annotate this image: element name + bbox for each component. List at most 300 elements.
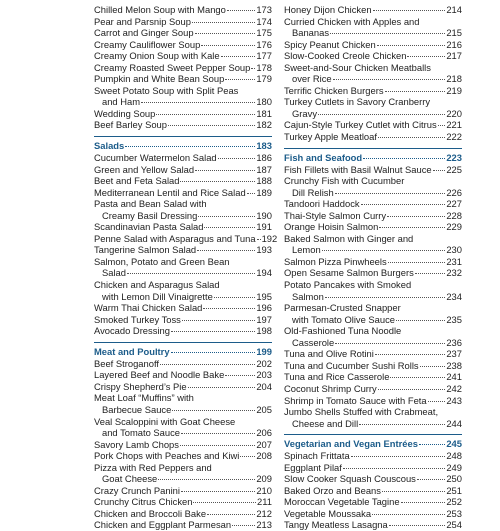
- page-number: 188: [256, 175, 272, 187]
- toc-entry: [94, 404, 272, 416]
- page-number: 238: [446, 359, 462, 371]
- page-number: 190: [256, 209, 272, 221]
- toc-entry-line: Sweet-and-Sour Chicken Meatballs: [284, 61, 431, 73]
- entry-title: Tandoori Haddock: [284, 198, 360, 210]
- dot-leader: [198, 216, 255, 217]
- page-number: 209: [256, 473, 272, 485]
- entry-title: Spicy Peanut Chicken: [284, 38, 376, 50]
- dot-leader: [389, 525, 446, 526]
- page-number: 253: [446, 507, 462, 519]
- toc-entry: [94, 302, 272, 314]
- toc-entry: [284, 4, 462, 16]
- dot-leader: [203, 308, 255, 309]
- section-heading: [94, 342, 272, 358]
- toc-entry: [284, 187, 462, 199]
- entry-title: Scandinavian Pasta Salad: [94, 221, 204, 233]
- toc-entry: [284, 221, 462, 233]
- page-number: 178: [256, 61, 272, 73]
- page-number: 245: [446, 438, 462, 450]
- toc-entry: [284, 291, 462, 303]
- toc-entry: [284, 131, 462, 143]
- page-number: 242: [446, 382, 462, 394]
- dot-leader: [171, 352, 256, 353]
- dot-leader: [171, 331, 255, 332]
- page-number: 218: [446, 73, 462, 85]
- entry-title: Creamy Cauliflower Soup: [94, 38, 201, 50]
- entry-title: Avocado Dressing: [94, 325, 170, 337]
- dot-leader: [333, 79, 446, 80]
- dot-leader: [325, 297, 446, 298]
- entry-title: Fish Fillets with Basil Walnut Sauce: [284, 163, 432, 175]
- page-number: 217: [446, 50, 462, 62]
- page-number: 174: [256, 15, 272, 27]
- dot-leader: [438, 125, 446, 126]
- page-number: 232: [446, 267, 462, 279]
- entry-title: Baked Orzo and Beans: [284, 484, 381, 496]
- entry-title: Chicken and Broccoli Bake: [94, 507, 207, 519]
- page-number: 194: [256, 267, 272, 279]
- entry-title: Tangerine Salmon Salad: [94, 244, 197, 256]
- page-number: 220: [446, 107, 462, 119]
- toc-entry: [284, 496, 462, 508]
- page-number: 254: [446, 519, 462, 531]
- entry-title: Vegetable Moussaka: [284, 507, 372, 519]
- entry-title: Honey Dijon Chicken: [284, 4, 372, 15]
- dot-leader: [359, 424, 445, 425]
- entry-title: Tuna and Rice Casserole: [284, 371, 390, 383]
- page-number: 243: [446, 394, 462, 406]
- entry-title: Green and Yellow Salad: [94, 163, 195, 175]
- entry-title: Crazy Crunch Panini: [94, 484, 180, 496]
- toc-entry: [94, 175, 272, 187]
- page-number: 189: [256, 186, 272, 198]
- page-number: 228: [446, 209, 462, 221]
- toc-entry: [94, 450, 272, 462]
- entry-title: Creamy Basil Dressing: [102, 209, 198, 221]
- page-number: 231: [446, 255, 462, 267]
- page-number: 193: [256, 244, 272, 256]
- page-number: 203: [256, 369, 272, 381]
- section-heading: [284, 434, 462, 450]
- toc-entry: [284, 108, 462, 120]
- page-number: 202: [256, 357, 272, 369]
- dot-leader: [182, 320, 256, 321]
- dot-leader: [127, 273, 255, 274]
- toc-entry-line: Parmesan-Crusted Snapper: [284, 302, 401, 314]
- page-number: 173: [256, 4, 272, 15]
- toc-entry-line: Curried Chicken with Apples and: [284, 15, 420, 27]
- dot-leader: [377, 45, 446, 46]
- toc-entry: [284, 267, 462, 279]
- entry-title: Layered Beef and Noodle Bake: [94, 369, 225, 381]
- page-number: 175: [256, 27, 272, 39]
- dot-leader: [343, 468, 445, 469]
- entry-title: Cucumber Watermelon Salad: [94, 152, 217, 164]
- toc-entry-line: Jumbo Shells Stuffed with Crabmeat,: [284, 406, 439, 418]
- dot-leader: [188, 387, 256, 388]
- entry-title: Eggplant Pilaf: [284, 461, 342, 473]
- toc-entry: [284, 50, 462, 62]
- dot-leader: [225, 375, 255, 376]
- entry-title: Meat and Poultry: [94, 345, 170, 357]
- entry-title: Casserole: [292, 336, 335, 348]
- section-title-row: [284, 152, 462, 164]
- page-number: 227: [446, 198, 462, 210]
- entry-title: Beef Barley Soup: [94, 119, 167, 131]
- entry-title: Open Sesame Salmon Burgers: [284, 267, 414, 279]
- entry-title: with Tomato Olive Sauce: [292, 313, 395, 325]
- toc-entry: [284, 519, 462, 531]
- entry-title: Creamy Onion Soup with Kale: [94, 50, 220, 62]
- page-number: 180: [256, 96, 272, 108]
- toc-entry: [284, 164, 462, 176]
- toc-entry: [94, 519, 272, 531]
- dot-leader: [419, 444, 445, 445]
- page-number: 230: [446, 244, 462, 256]
- page-number: 216: [446, 38, 462, 50]
- dot-leader: [232, 525, 255, 526]
- entry-title: Salmon Pizza Pinwheels: [284, 255, 387, 267]
- toc-entry-line: Pasta and Bean Salad with: [94, 198, 207, 210]
- dot-leader: [257, 239, 261, 240]
- dot-leader: [180, 181, 255, 182]
- entry-title: Terrific Chicken Burgers: [284, 84, 384, 96]
- dot-leader: [385, 91, 446, 92]
- entry-title: Thai-Style Salmon Curry: [284, 209, 387, 221]
- page-number: 196: [256, 302, 272, 314]
- page-number: 206: [256, 427, 272, 439]
- toc-entry: [284, 73, 462, 85]
- toc-entry-line: Baked Salmon with Ginger and: [284, 232, 414, 244]
- entry-title: Cajun-Style Turkey Cutlet with Citrus: [284, 119, 437, 131]
- page-number: 197: [256, 313, 272, 325]
- dot-leader: [125, 146, 255, 147]
- section-title-row: [94, 140, 272, 152]
- entry-title: Warm Thai Chicken Salad: [94, 302, 203, 314]
- page-number: 195: [256, 290, 272, 302]
- page-number: 211: [257, 496, 272, 508]
- entry-title: Salad: [102, 267, 126, 279]
- entry-title: Shrimp in Tomato Sauce with Feta: [284, 394, 427, 406]
- dot-leader: [428, 401, 446, 402]
- toc-entry: [284, 210, 462, 222]
- dot-leader: [396, 320, 445, 321]
- dot-leader: [363, 158, 445, 159]
- entry-title: Pumpkin and White Bean Soup: [94, 73, 225, 85]
- entry-title: Carrot and Ginger Soup: [94, 27, 194, 39]
- dot-leader: [378, 389, 446, 390]
- dot-leader: [197, 250, 255, 251]
- toc-entry: [284, 418, 462, 430]
- entry-title: Slow Cooker Squash Couscous: [284, 473, 416, 485]
- page-number: 186: [256, 152, 272, 164]
- entry-title: Chilled Melon Soup with Mango: [94, 4, 226, 15]
- toc-entry: [94, 221, 272, 233]
- page-number: 191: [256, 221, 272, 233]
- entry-title: Goat Cheese: [102, 473, 158, 485]
- page-number: 244: [446, 417, 462, 429]
- toc-entry: [94, 427, 272, 439]
- dot-leader: [420, 366, 446, 367]
- toc-entry: [284, 508, 462, 520]
- entry-title: Pork Chops with Peaches and Kiwi: [94, 450, 240, 462]
- toc-entry: [94, 16, 272, 28]
- page-number: 215: [446, 27, 462, 39]
- dot-leader: [372, 514, 445, 515]
- toc-entry: [284, 314, 462, 326]
- page-number: 222: [446, 131, 462, 143]
- dot-leader: [407, 56, 445, 57]
- entry-title: Tuna and Cucumber Sushi Rolls: [284, 359, 419, 371]
- toc-entry: [94, 381, 272, 393]
- entry-title: Cheese and Dill: [292, 417, 359, 429]
- dot-leader: [227, 10, 255, 11]
- toc-entry: [284, 395, 462, 407]
- page-number: 204: [256, 380, 272, 392]
- dot-leader: [335, 193, 446, 194]
- toc-entry: [94, 508, 272, 520]
- toc-entry: [94, 485, 272, 497]
- entry-title: Barbecue Sauce: [102, 403, 172, 415]
- toc-entry-line: Turkey Cutlets in Savory Cranberry: [284, 96, 431, 108]
- page-number: 212: [256, 507, 272, 519]
- entry-title: Beet and Feta Salad: [94, 175, 180, 187]
- page-number: 248: [446, 450, 462, 462]
- entry-title: Turkey Apple Meatloaf: [284, 131, 377, 143]
- entry-title: Salmon: [292, 290, 324, 302]
- dot-leader: [141, 102, 255, 103]
- toc-entry-line: Sweet Potato Soup with Split Peas: [94, 84, 239, 96]
- dot-leader: [180, 445, 255, 446]
- entry-title: Moroccan Vegetable Tagine: [284, 496, 400, 508]
- toc-column-left: [94, 4, 278, 531]
- page-number: 251: [446, 484, 462, 496]
- entry-title: with Lemon Dill Vinaigrette: [102, 290, 213, 302]
- dot-leader: [193, 502, 256, 503]
- entry-title: Fish and Seafood: [284, 151, 363, 163]
- entry-title: Penne Salad with Asparagus and Tuna: [94, 232, 256, 244]
- toc-entry: [94, 291, 272, 303]
- dot-leader: [388, 262, 446, 263]
- toc-entry: [284, 485, 462, 497]
- toc-entry: [284, 462, 462, 474]
- dot-leader: [195, 170, 255, 171]
- section-title-row: [94, 346, 272, 358]
- entry-title: Tangy Meatless Lasagna: [284, 519, 388, 531]
- page-number: 181: [256, 107, 272, 119]
- page-number: 176: [256, 38, 272, 50]
- dot-leader: [225, 79, 255, 80]
- toc-entry: [94, 314, 272, 326]
- toc-entry-line: Chicken and Asparagus Salad: [94, 279, 220, 291]
- toc-column-right: [284, 4, 462, 531]
- dot-leader: [415, 273, 446, 274]
- page-number: 229: [446, 221, 462, 233]
- page-number: 213: [256, 519, 272, 531]
- dot-leader: [378, 137, 445, 138]
- page-number: 214: [446, 4, 462, 15]
- toc-entry: [284, 85, 462, 97]
- toc-entry: [284, 198, 462, 210]
- page-number: 223: [446, 151, 462, 163]
- dot-leader: [390, 377, 445, 378]
- dot-leader: [417, 479, 446, 480]
- page-number: 210: [256, 484, 272, 496]
- dot-leader: [335, 343, 445, 344]
- toc-entry: [94, 96, 272, 108]
- toc-entry-line: Potato Pancakes with Smoked: [284, 279, 412, 291]
- page-number: 225: [446, 163, 462, 175]
- toc-entry: [284, 337, 462, 349]
- dot-leader: [195, 33, 256, 34]
- page-number: 236: [446, 336, 462, 348]
- dot-leader: [201, 45, 255, 46]
- toc-entry: [284, 348, 462, 360]
- toc-entry: [284, 383, 462, 395]
- toc-entry: [284, 119, 462, 131]
- dot-leader: [181, 491, 255, 492]
- toc-entry: [284, 360, 462, 372]
- entry-title: Orange Hoisin Salmon: [284, 221, 379, 233]
- page-number: 208: [256, 450, 272, 462]
- page-number: 183: [256, 140, 272, 152]
- dot-leader: [158, 479, 255, 480]
- toc-entry: [94, 369, 272, 381]
- page-number: 207: [256, 438, 272, 450]
- entry-title: over Rice: [292, 73, 332, 85]
- dot-leader: [221, 56, 256, 57]
- page-number: 234: [446, 290, 462, 302]
- entry-title: Crispy Shepherd’s Pie: [94, 380, 187, 392]
- entry-title: Wedding Soup: [94, 107, 156, 119]
- page-number: 252: [446, 496, 462, 508]
- toc-entry: [94, 496, 272, 508]
- dot-leader: [214, 297, 256, 298]
- dot-leader: [318, 114, 445, 115]
- section-heading: [284, 148, 462, 164]
- toc-entry: [94, 39, 272, 51]
- page-number: 219: [446, 84, 462, 96]
- toc-entry: [94, 152, 272, 164]
- entry-title: Coconut Shrimp Curry: [284, 382, 377, 394]
- entry-title: Pear and Parsnip Soup: [94, 15, 191, 27]
- entry-title: Crunchy Citrus Chicken: [94, 496, 193, 508]
- section-heading: [94, 136, 272, 152]
- page-number: 187: [256, 163, 272, 175]
- toc-entry: [94, 62, 272, 74]
- dot-leader: [387, 216, 445, 217]
- toc-entry: [94, 187, 272, 199]
- page-number: 205: [256, 403, 272, 415]
- page-number: 237: [446, 348, 462, 360]
- page-number: 250: [446, 473, 462, 485]
- entry-title: Dill Relish: [292, 186, 334, 198]
- toc-entry: [94, 4, 272, 16]
- dot-leader: [204, 227, 255, 228]
- entry-title: and Ham: [102, 96, 141, 108]
- toc-entry-line: Salmon, Potato and Green Bean: [94, 255, 230, 267]
- dot-leader: [168, 125, 255, 126]
- dot-leader: [375, 354, 446, 355]
- toc-entry: [284, 473, 462, 485]
- dot-leader: [361, 204, 446, 205]
- entry-title: Vegetarian and Vegan Entrées: [284, 438, 418, 450]
- entry-title: Slow-Cooked Creole Chicken: [284, 50, 407, 62]
- dot-leader: [322, 250, 446, 251]
- entry-title: Beef Stroganoff: [94, 357, 159, 369]
- page-number: 192: [261, 232, 278, 244]
- toc-entry: [94, 73, 272, 85]
- entry-title: Salads: [94, 140, 125, 152]
- page-number: 249: [446, 461, 462, 473]
- toc-entry: [94, 232, 278, 245]
- entry-title: Chicken and Eggplant Parmesan: [94, 519, 232, 531]
- dot-leader: [192, 22, 255, 23]
- toc-entry-line: Old-Fashioned Tuna Noodle: [284, 325, 402, 337]
- toc-entry: [284, 27, 462, 39]
- dot-leader: [401, 502, 446, 503]
- page-number: 198: [256, 325, 272, 337]
- page-number: 241: [446, 371, 462, 383]
- page-number: 199: [256, 345, 272, 357]
- entry-title: Tuna and Olive Rotini: [284, 348, 374, 360]
- page-number: 235: [446, 313, 462, 325]
- toc-entry: [94, 473, 272, 485]
- entry-title: Gravy: [292, 107, 318, 119]
- page-number: 226: [446, 186, 462, 198]
- entry-title: Lemon: [292, 244, 321, 256]
- toc-entry: [94, 439, 272, 451]
- dot-leader: [382, 491, 445, 492]
- toc-entry: [284, 450, 462, 462]
- toc-entry: [94, 210, 272, 222]
- entry-title: Mediterranean Lentil and Rice Salad: [94, 186, 246, 198]
- toc-entry: [284, 39, 462, 51]
- dot-leader: [207, 514, 255, 515]
- toc-entry-line: Veal Scaloppini with Goat Cheese: [94, 415, 236, 427]
- page-number: 179: [256, 73, 272, 85]
- dot-leader: [433, 170, 446, 171]
- dot-leader: [181, 433, 255, 434]
- dot-leader: [373, 10, 446, 11]
- dot-leader: [156, 114, 255, 115]
- toc-entry: [94, 108, 272, 120]
- dot-leader: [351, 456, 446, 457]
- toc-entry: [94, 267, 272, 279]
- entry-title: Creamy Roasted Sweet Pepper Soup: [94, 61, 251, 73]
- section-title-row: [284, 438, 462, 450]
- entry-title: Smoked Turkey Toss: [94, 313, 181, 325]
- dot-leader: [160, 364, 255, 365]
- toc-entry: [284, 256, 462, 268]
- toc-entry: [94, 27, 272, 39]
- toc-entry: [94, 119, 272, 131]
- toc-entry-line: Pizza with Red Peppers and: [94, 461, 212, 473]
- page-number: 177: [256, 50, 272, 62]
- toc-entry: [284, 371, 462, 383]
- toc-entry: [94, 358, 272, 370]
- entry-title: Savory Lamb Chops: [94, 438, 179, 450]
- toc-entry: [94, 244, 272, 256]
- toc-entry: [94, 164, 272, 176]
- dot-leader: [330, 33, 445, 34]
- dot-leader: [172, 410, 255, 411]
- dot-leader: [379, 227, 445, 228]
- dot-leader: [251, 68, 255, 69]
- toc-entry: [94, 325, 272, 337]
- toc-entry-line: Crunchy Fish with Cucumber: [284, 175, 405, 187]
- toc-entry-line: Meat Loaf “Muffins” with: [94, 392, 194, 404]
